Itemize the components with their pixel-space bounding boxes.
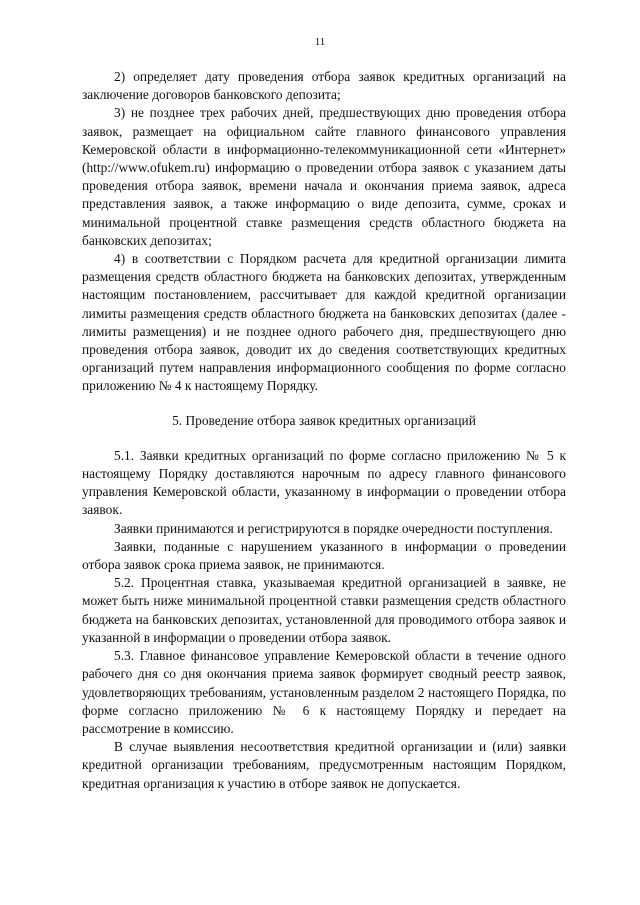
paragraph-5-1: 5.1. Заявки кредитных организаций по форме согласно приложению № 5 к настоящему Порядку доставляются нарочным по адресу главного финансового управления Кемеровской области, указанному в информации о проведении отбора заявок. bbox=[82, 447, 566, 518]
paragraph-nonadmission: В случае выявления несоответствия кредитной организации и (или) заявки кредитной организации требованиям, предусмотренным настоящим Порядком, кредитная организация к участию в отборе заявок не допускается. bbox=[82, 739, 566, 791]
page-number: 11 bbox=[314, 36, 326, 48]
paragraph-rejection: Заявки, поданные с нарушением указанного в информации о проведении отбора заявок срока приема заявок, не принимаются. bbox=[82, 538, 566, 573]
document-body bbox=[82, 68, 566, 793]
paragraph-registration: Заявки принимаются и регистрируются в порядке очередности поступления. bbox=[114, 520, 553, 536]
section-heading: 5. Проведение отбора заявок кредитных организаций bbox=[172, 412, 476, 428]
paragraph-item-2: 2) определяет дату проведения отбора заявок кредитных организаций на заключение договоров банковского депозита; bbox=[82, 69, 566, 103]
paragraph-5-2: 5.2. Процентная ставка, указываемая кредитной организацией в заявке, не может быть ниже минимальной процентной ставки размещения средств областного бюджета на банковских депозитах, установленной для проводимого отбора заявок и указанной в информации о проведении отбора заявок. bbox=[82, 575, 566, 645]
paragraph-5-3: 5.3. Главное финансовое управление Кемеровской области в течение одного рабочего дня со дня окончания приема заявок формирует сводный реестр заявок, удовлетворяющих требованиям, установленным разделом 2 настоящего Порядка, по форме согласно приложению № 6 к настоящему Порядку и передает на рассмотрение в комиссию. bbox=[82, 648, 566, 736]
paragraph-item-3: 3) не позднее трех рабочих дней, предшествующих дню проведения отбора заявок, размещает на официальном сайте главного финансового управления Кемеровской области в информационно-телекоммуникационной сети «Интернет» (http://www.ofukem.ru) информацию о проведении отбора заявок с указанием даты проведения отбора заявок, времени начала и окончания приема заявок, адреса представления заявок, а также информацию о виде депозита, сумме, сроках и минимальной процентной ставке размещения средств областного бюджета на банковских депозитах; bbox=[82, 105, 566, 248]
paragraph-item-4: 4) в соответствии с Порядком расчета для кредитной организации лимита размещения средств областного бюджета на банковских депозитах, утвержденным настоящим постановлением, рассчитывает для каждой кредитной организации лимиты размещения средств областного бюджета на банковских депозитах (далее - лимиты размещения) и не позднее одного рабочего дня, предшествующего дню проведения отбора заявок, доводит их до сведения соответствующих кредитных организаций путем направления информационного сообщения по форме согласно приложению № 4 к настоящему Порядку. bbox=[82, 251, 566, 394]
